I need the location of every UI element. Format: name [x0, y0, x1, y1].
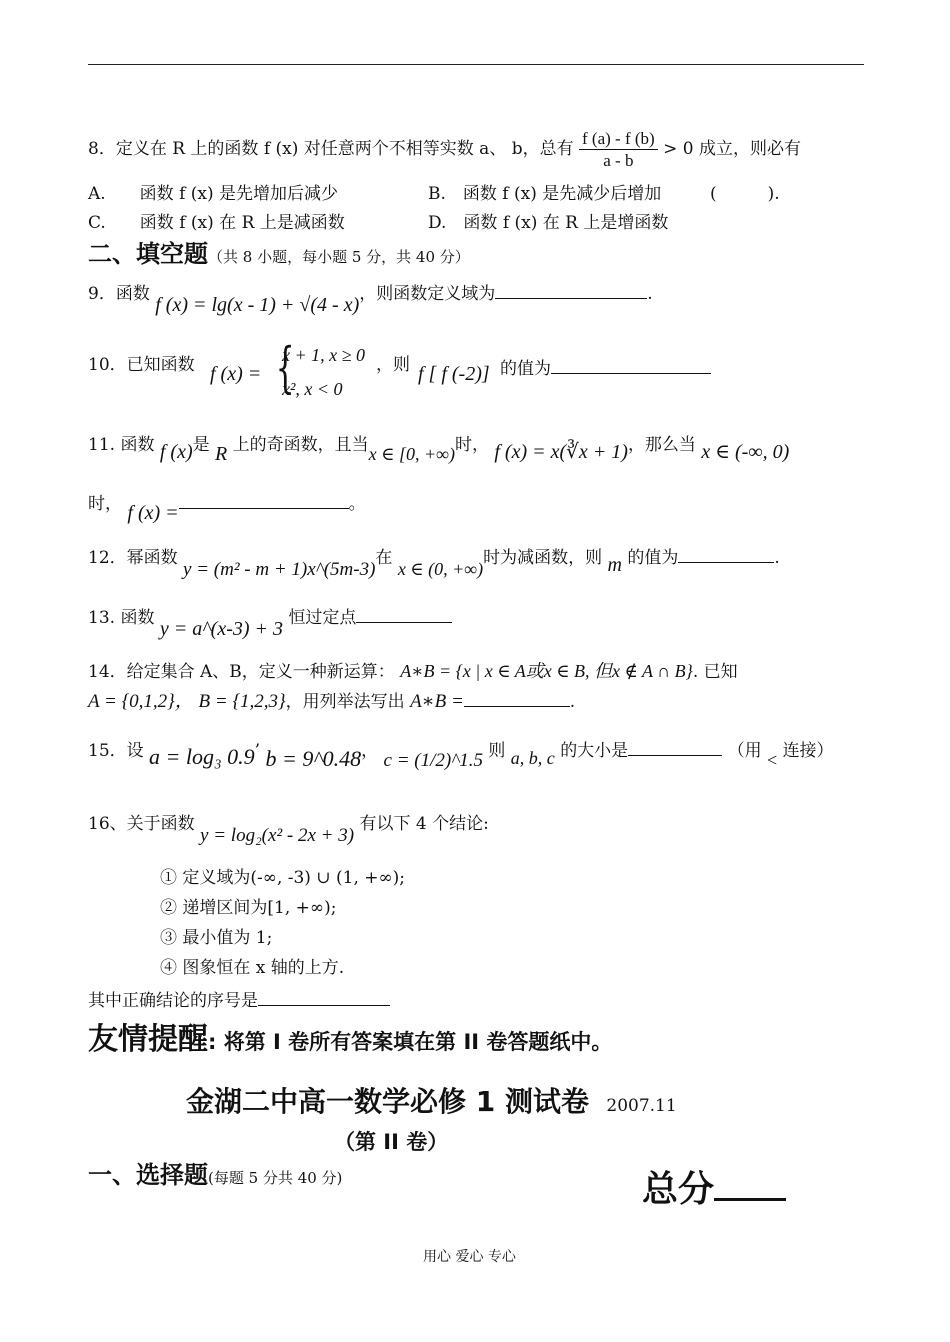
q14-mid: ，用列举法写出	[285, 692, 405, 712]
q11-fx-2: f (x) =	[127, 502, 179, 524]
q15-answer-blank[interactable]	[628, 739, 722, 756]
q12-answer-blank[interactable]	[678, 546, 774, 563]
q12-cond: x ∈ (0, +∞)	[397, 559, 484, 579]
reminder-head: 友情提醒	[88, 1022, 208, 1057]
question-14-line-1	[88, 662, 738, 681]
q9-end: .	[647, 284, 653, 304]
question-9	[88, 282, 653, 316]
q14-prefix: 14．给定集合 A、B，定义一种新运算：	[88, 662, 395, 682]
q16-answer-label: 其中正确结论的序号是	[88, 991, 258, 1011]
page-footer: 用心 爱心 专心	[423, 1249, 516, 1265]
q16-suffix: 有以下 4 个结论:	[359, 814, 489, 834]
q8-option-b: B. 函数 f (x) 是先减少后增加	[428, 184, 662, 204]
q8-option-d: D. 函数 f (x) 在 R 上是增函数	[428, 213, 669, 233]
q16-item-3: ③ 最小值为 1;	[160, 928, 273, 948]
q14-expression: A∗B =	[410, 691, 464, 712]
q12-prefix: 12．幂函数	[88, 548, 178, 568]
q11-R: R	[215, 443, 228, 465]
q9-prefix: 9．函数	[88, 284, 150, 304]
q16-formula: y = log₂(x² - 2x + 3)	[200, 825, 355, 846]
q9-formula: f (x) = lg(x - 1) + √(4 - x)	[155, 294, 360, 316]
q10-suffix-text: 的值为	[500, 359, 551, 379]
q15-a: a = log₃ 0.9	[149, 744, 255, 769]
q13-prefix: 13. 函数	[88, 608, 155, 628]
q14-end: .	[569, 692, 576, 712]
q13-formula: y = a^(x-3) + 3	[159, 618, 284, 640]
q10-answer-blank[interactable]	[551, 357, 711, 374]
q8-frac-denominator: a - b	[603, 151, 634, 170]
q11-prefix: 11. 函数	[88, 435, 155, 455]
q8-stem-a: 8．定义在 R 上的函数 f (x) 对任意两个不相等实数 a、 b，总有	[88, 139, 574, 159]
q9-suffix: ，则函数定义域为	[359, 284, 496, 304]
q10-case-1: x + 1, x ≥ 0	[282, 345, 366, 365]
question-13	[88, 606, 452, 640]
q15-paren-b: 连接）	[782, 741, 834, 761]
total-score	[642, 1164, 786, 1208]
q11-mid: 上的奇函数，且当	[232, 435, 369, 455]
q15-suffix: 的大小是	[560, 741, 629, 761]
q14-definition: A∗B = {x | x ∈ A或x ∈ B, 但x ∉ A ∩ B}	[400, 661, 693, 681]
q10-fx: f (x) =	[210, 363, 262, 385]
q11-cond-1: x ∈ [0, +∞)	[368, 444, 455, 464]
reminder-body: : 将第 I 卷所有答案填在第 II 卷答题纸中。	[208, 1030, 613, 1054]
q10-composite: f [ f (-2)]	[418, 363, 490, 385]
question-11-line-1	[88, 434, 790, 465]
q15-c: c = (1/2)^1.5	[383, 750, 483, 771]
q14-tail: . 已知	[692, 662, 738, 682]
q13-answer-blank[interactable]	[356, 606, 452, 623]
q13-suffix: 恒过定点	[288, 608, 357, 628]
q8-option-a: A. 函数 f (x) 是先增加后减少	[88, 184, 339, 204]
header-rule	[88, 64, 864, 65]
q16-answer-blank[interactable]	[258, 989, 390, 1006]
question-12	[88, 546, 780, 580]
total-score-blank[interactable]	[714, 1164, 786, 1201]
q12-m: m	[607, 554, 622, 576]
exam-title-main: 金湖二中高一数学必修 1 测试卷	[186, 1085, 589, 1118]
q15-ze: 则	[488, 741, 506, 761]
question-14-line-2	[88, 690, 575, 711]
q9-answer-blank[interactable]	[495, 282, 647, 299]
q11-cond-2: x ∈ (-∞, 0)	[701, 441, 790, 463]
section-2-title: 二、填空题	[88, 240, 208, 268]
q14-sets: A = {0,1,2}， B = {1,2,3}	[88, 691, 286, 712]
section-1-heading	[88, 1163, 342, 1187]
section-1-note: (每题 5 分共 40 分)	[208, 1169, 343, 1187]
q16-item-2: ② 递增区间为[1, +∞);	[160, 898, 337, 918]
section-1-title: 一、选择题	[88, 1161, 208, 1189]
q8-stem-b: > 0 成立，则必有	[663, 139, 801, 159]
q15-b: b = 9^0.48	[265, 746, 362, 771]
q12-zai: 在	[375, 548, 393, 568]
q16-prefix: 16、关于函数	[88, 814, 195, 834]
q11-line2-prefix: 时，	[88, 494, 122, 514]
q10-brace: {	[275, 336, 295, 399]
q16-answer-line	[88, 989, 390, 1010]
question-15: 15．设 a = log₃ 0.9’ b = 9^0.48， c = (1/2)^1.5 则 a, b, c 的大小是 （用 < 连接）	[88, 741, 834, 771]
q10-case-2: x², x < 0	[282, 379, 343, 399]
section-2-note: （共 8 小题，每小题 5 分，共 40 分）	[208, 248, 470, 266]
total-score-label: 总分	[642, 1169, 715, 1210]
q12-end: .	[774, 548, 780, 568]
q11-fx: f (x)	[159, 441, 193, 463]
q11-expression: f (x) = x(∛x + 1)	[494, 441, 628, 463]
q8-option-c: C. 函数 f (x) 在 R 上是减函数	[88, 213, 345, 233]
q11-is: 是	[192, 435, 210, 455]
question-11-line-2	[88, 492, 366, 524]
question-16	[88, 814, 489, 846]
q11-shi: 时，	[454, 435, 489, 455]
q10-mid: ，则	[376, 355, 410, 375]
q15-abc: a, b, c	[510, 748, 555, 768]
exam-date: 2007.11	[606, 1096, 677, 1116]
exam-title	[186, 1085, 677, 1118]
q8-answer-paren: ( ).	[710, 184, 780, 204]
q10-suffix	[500, 357, 711, 378]
q15-lt: <	[767, 750, 778, 770]
q11-then: ，那么当	[627, 435, 696, 455]
q12-formula: y = (m² - m + 1)x^(5m-3)	[183, 559, 376, 580]
q16-item-1: ① 定义域为(-∞, -3) ∪ (1, +∞);	[160, 868, 406, 888]
q14-answer-blank[interactable]	[464, 690, 570, 707]
q15-paren-a: （用	[727, 741, 762, 761]
friendly-reminder	[88, 1022, 613, 1057]
q15-prefix: 15．设	[88, 741, 144, 761]
q12-suffix: 的值为	[627, 548, 679, 568]
q10-prefix: 10．已知函数	[88, 355, 195, 375]
q8-fraction	[579, 130, 658, 169]
q12-mid: 时为减函数，则	[483, 548, 603, 568]
question-8-stem	[88, 130, 801, 169]
section-2-heading	[88, 242, 470, 266]
exam-part-label: （第 II 卷）	[334, 1130, 449, 1154]
q11-end: 。	[348, 494, 366, 514]
q8-frac-numerator: f (a) - f (b)	[579, 130, 658, 150]
q11-answer-blank[interactable]	[179, 492, 349, 509]
q16-item-4: ④ 图象恒在 x 轴的上方.	[160, 958, 345, 978]
